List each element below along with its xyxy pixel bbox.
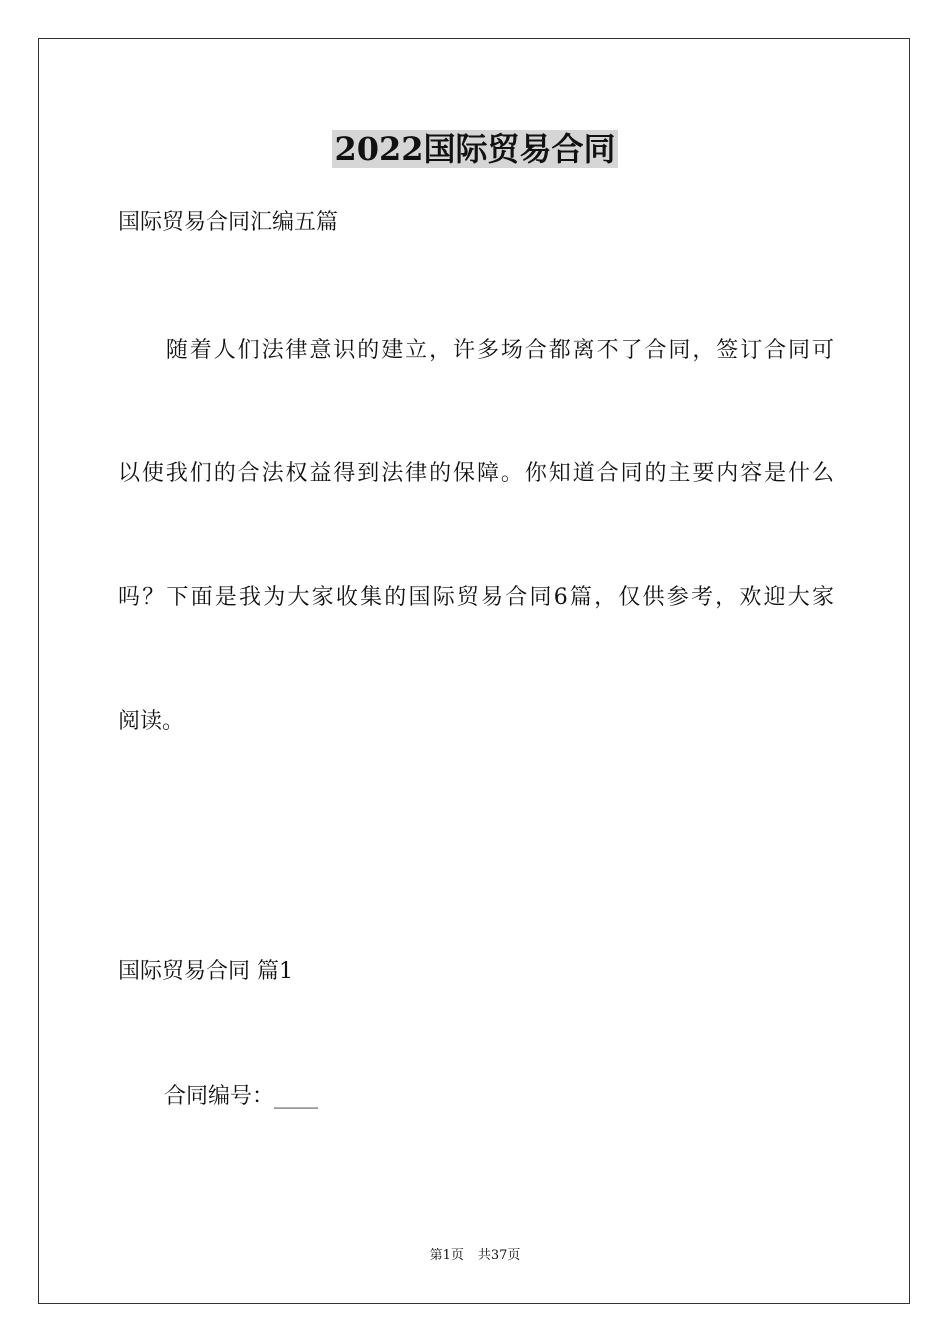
intro-line: 阅读。 xyxy=(118,709,185,734)
contract-number-line xyxy=(164,1082,318,1112)
page-footer xyxy=(0,1247,950,1265)
intro-line: 以使我们的合法权益得到法律的保障。你知道合同的主要内容是什么 xyxy=(118,461,834,486)
section-heading: 国际贸易合同 篇1 xyxy=(118,959,293,984)
document-title-text: 2022国际贸易合同 xyxy=(334,130,616,168)
page-total: 共37页 xyxy=(477,1248,521,1263)
document-title xyxy=(0,127,950,171)
intro-line: 随着人们法律意识的建立，许多场合都离不了合同，签订合同可 xyxy=(118,338,834,363)
contract-number-label: 合同编号： xyxy=(164,1084,275,1109)
document-subtitle: 国际贸易合同汇编五篇 xyxy=(118,210,339,235)
contract-number-blank[interactable]: ____ xyxy=(274,1084,319,1109)
page-number: 第1页 xyxy=(429,1248,464,1263)
intro-line: 吗？下面是我为大家收集的国际贸易合同6篇，仅供参考，欢迎大家 xyxy=(118,585,834,610)
